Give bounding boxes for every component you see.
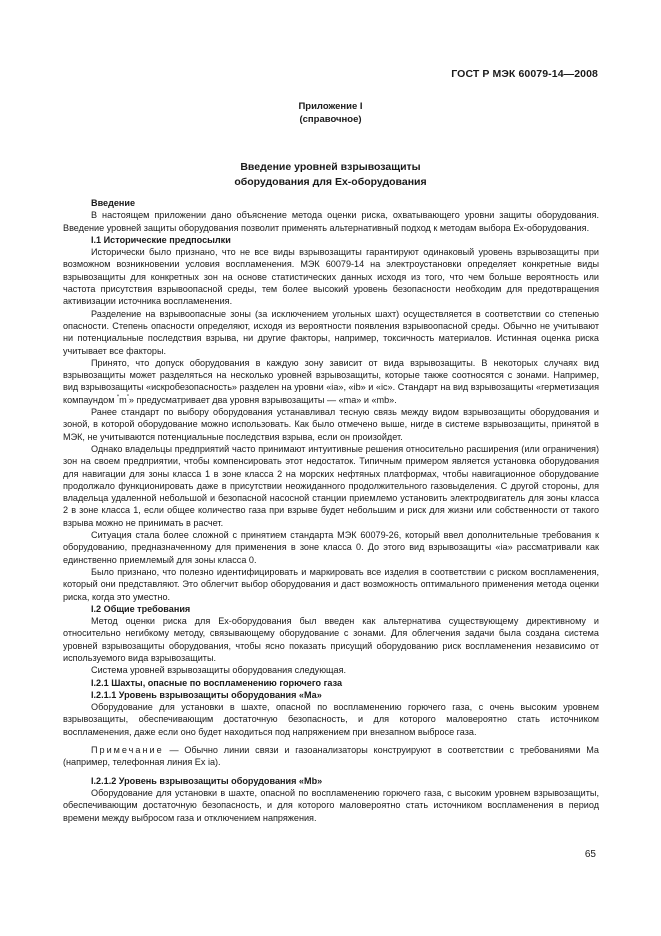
paragraph: Ранее стандарт по выбору оборудования устанавливал тесную связь между видом взрывозащиты оборудования и зоной, в которой оборудование можно использовать. Как было отмечено выше, нигде в системе взрывозащиты, принятой в МЭК, не учитываются потенциальные последствия взрыва, если он произойдет. [63, 407, 599, 442]
paragraph: В настоящем приложении дано объяснение метода оценки риска, охватывающего уровни защиты оборудования. Введение уровней защиты оборудования позволит применять альтернативный подход к методам выбора Ex-оборудования. [63, 210, 599, 233]
note-text: — Обычно линии связи и газоанализаторы конструируют в соответствии с требованиями Ма (например, телефонная линия Ex ia). [63, 745, 599, 768]
section-heading-2-1: I.2.1 Шахты, опасные по воспламенению горючего газа [91, 677, 343, 688]
superscript-quote: ” [126, 393, 129, 401]
section-heading-1-2: I.2 Общие требования [91, 603, 191, 614]
paragraph: Система уровней взрывозащиты оборудования следующая. [91, 665, 347, 676]
paragraph-part: Принято, что допуск оборудования в каждую зону зависит от вида взрывозащиты. В некоторых случаях вид взрывозащиты может разделяться на несколько уровней взрывозащиты, которые также соотносятся с зонами. Например, вид взрывозащиты «искробезопасность» разделен на уровни «ia», «ib» и «ic». Стандарт на вид взрывозащиты «герметизация компаундом [63, 357, 599, 405]
paragraph: Однако владельцы предприятий часто принимают интуитивные решения относительно расширения (или ограничения) зон на своем предприятии, чтобы компенсировать этот недостаток. Типичным примером является установка оборудования для навигации для зоны класса 1 в зоне класса 2 на морских нефтяных платформах, чтобы навигационное оборудование продолжало функционировать даже в присутствии неожиданного продолжительного газовыделения. С другой стороны, для владельца удаленной небольшой и безопасной насосной станции приемлемо установить электродвигатель для зоны класса 2 в зоне класса 1, если общее количество газа при взрыве будет небольшим и риск для жизни или собственности от такого взрыва можно не принимать в расчет. [63, 443, 599, 528]
paragraph: Оборудование для установки в шахте, опасной по воспламенению горючего газа, с высоким уровнем взрывозащиты, обеспечивающим достаточную безопасность, и для которого маловероятно стать источником воспламенения в период времени между выбросом газа и отключением напряжения. [63, 787, 599, 823]
section-heading-2-1-1: I.2.1.1 Уровень взрывозащиты оборудования «Ма» [91, 689, 322, 700]
intro-heading: Введение [91, 198, 136, 208]
annex-title: Приложение I [298, 101, 363, 112]
superscript-quote: “ [116, 393, 120, 401]
paragraph-part: » предусматривает два уровня взрывозащиты — «ma» и «mb». [128, 394, 397, 405]
title-line-2: оборудования для Ex-оборудования [234, 176, 427, 188]
note-label: Примечание [91, 745, 164, 756]
paragraph [63, 357, 599, 406]
page-number: 65 [584, 849, 596, 860]
body-text [63, 197, 599, 824]
paragraph: Разделение на взрывоопасные зоны (за исключением угольных шахт) осуществляется в соответствии со степенью опасности. Степень опасности определяют, исходя из вероятности появления взрывоопасной среды. Обычно не учитывают ни потенциальные последствия взрыва, ни другие факторы, например, токсичность материалов. Истинная оценка риска учитывает все факторы. [63, 308, 599, 356]
paragraph-part: m [119, 394, 127, 405]
paragraph: Было признано, что полезно идентифицировать и маркировать все изделия в соответствии с риском воспламенения, который они представляют. Это облегчит выбор оборудования и даст возможность оптимального применения метода оценки риска, когда это уместно. [63, 566, 599, 602]
note [63, 744, 599, 769]
paragraph: Исторически было признано, что не все виды взрывозащиты гарантируют одинаковый уровень взрывозащиты при возможном возникновении условия воспламенения. МЭК 60079-14 на электроустановки определяет конкретные виды взрывозащиты для конкретных зон на основе статистических данных исходя из того, что чем больше вероятность или частота присутствия взрывоопасной среды, тем более высокий уровень безопасности необходим для предотвращения активизации источника воспламенения. [63, 247, 599, 307]
paragraph: Метод оценки риска для Ex-оборудования был введен как альтернатива существующему директивному и относительно негибкому методу, связывающему оборудование с зонами. Для облегчения задачи была создана система уровней взрывозащиты оборудования, чтобы ясно показать присущий оборудованию риск воспламенения независимо от используемого вида взрывозащиты. [63, 616, 599, 663]
standard-header: ГОСТ Р МЭК 60079-14—2008 [451, 68, 598, 80]
title-line-1: Введение уровней взрывозащиты [240, 161, 421, 173]
section-heading-2-1-2: I.2.1.2 Уровень взрывозащиты оборудования «Mb» [91, 775, 323, 786]
section-heading-1-1: I.1 Исторические предпосылки [91, 234, 231, 245]
paragraph: Оборудование для установки в шахте, опасной по воспламенению горючего газа, с очень высоким уровнем взрывозащиты, обеспечивающим достаточную безопасность, и для которого маловероятно стать источником воспламенения, даже если оно будет находиться под напряжением при внезапном выбросе газа. [63, 702, 599, 737]
annex-subtitle: (справочное) [299, 114, 362, 125]
paragraph: Ситуация стала более сложной с принятием стандарта МЭК 60079-26, который ввел дополнительные требования к оборудованию, предназначенному для применения в зоне класса 0. До этого вид взрывозащиты «ia» рассматривали как единственно приемлемый для зоны класса 0. [63, 530, 599, 565]
document-title [0, 160, 661, 190]
annex-heading [0, 100, 661, 126]
